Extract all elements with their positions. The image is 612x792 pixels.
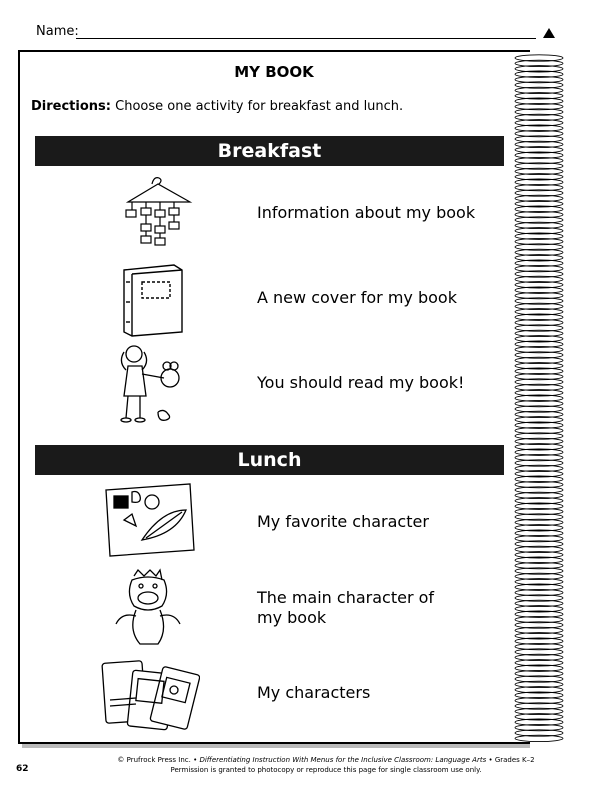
- footer-permission: Permission is granted to photocopy or reproduce this page for single classroom use only.: [170, 766, 482, 774]
- directions: [31, 99, 403, 114]
- triangle-up-icon: [543, 28, 555, 38]
- spiral-binding-icon: [511, 52, 567, 744]
- lunch-banner: Lunch: [35, 445, 504, 475]
- page-number: 62: [16, 764, 29, 774]
- activity-my-characters: My characters: [257, 683, 371, 702]
- breakfast-banner: Breakfast: [35, 136, 504, 166]
- footer-grades: • Grades K–2: [486, 756, 535, 764]
- footer-copyright: [0, 755, 612, 765]
- activity-information: Information about my book: [257, 203, 476, 222]
- name-line[interactable]: [76, 38, 536, 39]
- directions-text: Choose one activity for breakfast and lunch.: [115, 99, 404, 114]
- footer-book-title: Differentiating Instruction With Menus for the Inclusive Classroom: Language Arts: [199, 756, 487, 764]
- frame-shadow: [22, 744, 530, 748]
- activity-main-character-line2: my book: [257, 608, 327, 627]
- activity-new-cover: A new cover for my book: [257, 288, 457, 307]
- activity-read-my-book: You should read my book!: [257, 373, 465, 392]
- mobile-hanger-icon: [118, 172, 198, 252]
- book-cover-icon: [118, 262, 188, 338]
- name-label: Name:: [36, 24, 79, 39]
- activity-main-character-line1: The main character of: [257, 588, 435, 607]
- trading-cards-icon: [100, 656, 200, 736]
- character-puppet-icon: [108, 568, 188, 648]
- activity-favorite-character: My favorite character: [257, 512, 429, 531]
- directions-label: Directions:: [31, 99, 111, 114]
- activity-main-character: [257, 588, 434, 628]
- girl-with-puppet-icon: [112, 340, 192, 428]
- footer-copyright-a: © Prufrock Press Inc. •: [117, 756, 200, 764]
- collage-icon: [102, 482, 198, 558]
- page-title: MY BOOK: [234, 63, 314, 81]
- name-row: [36, 24, 536, 42]
